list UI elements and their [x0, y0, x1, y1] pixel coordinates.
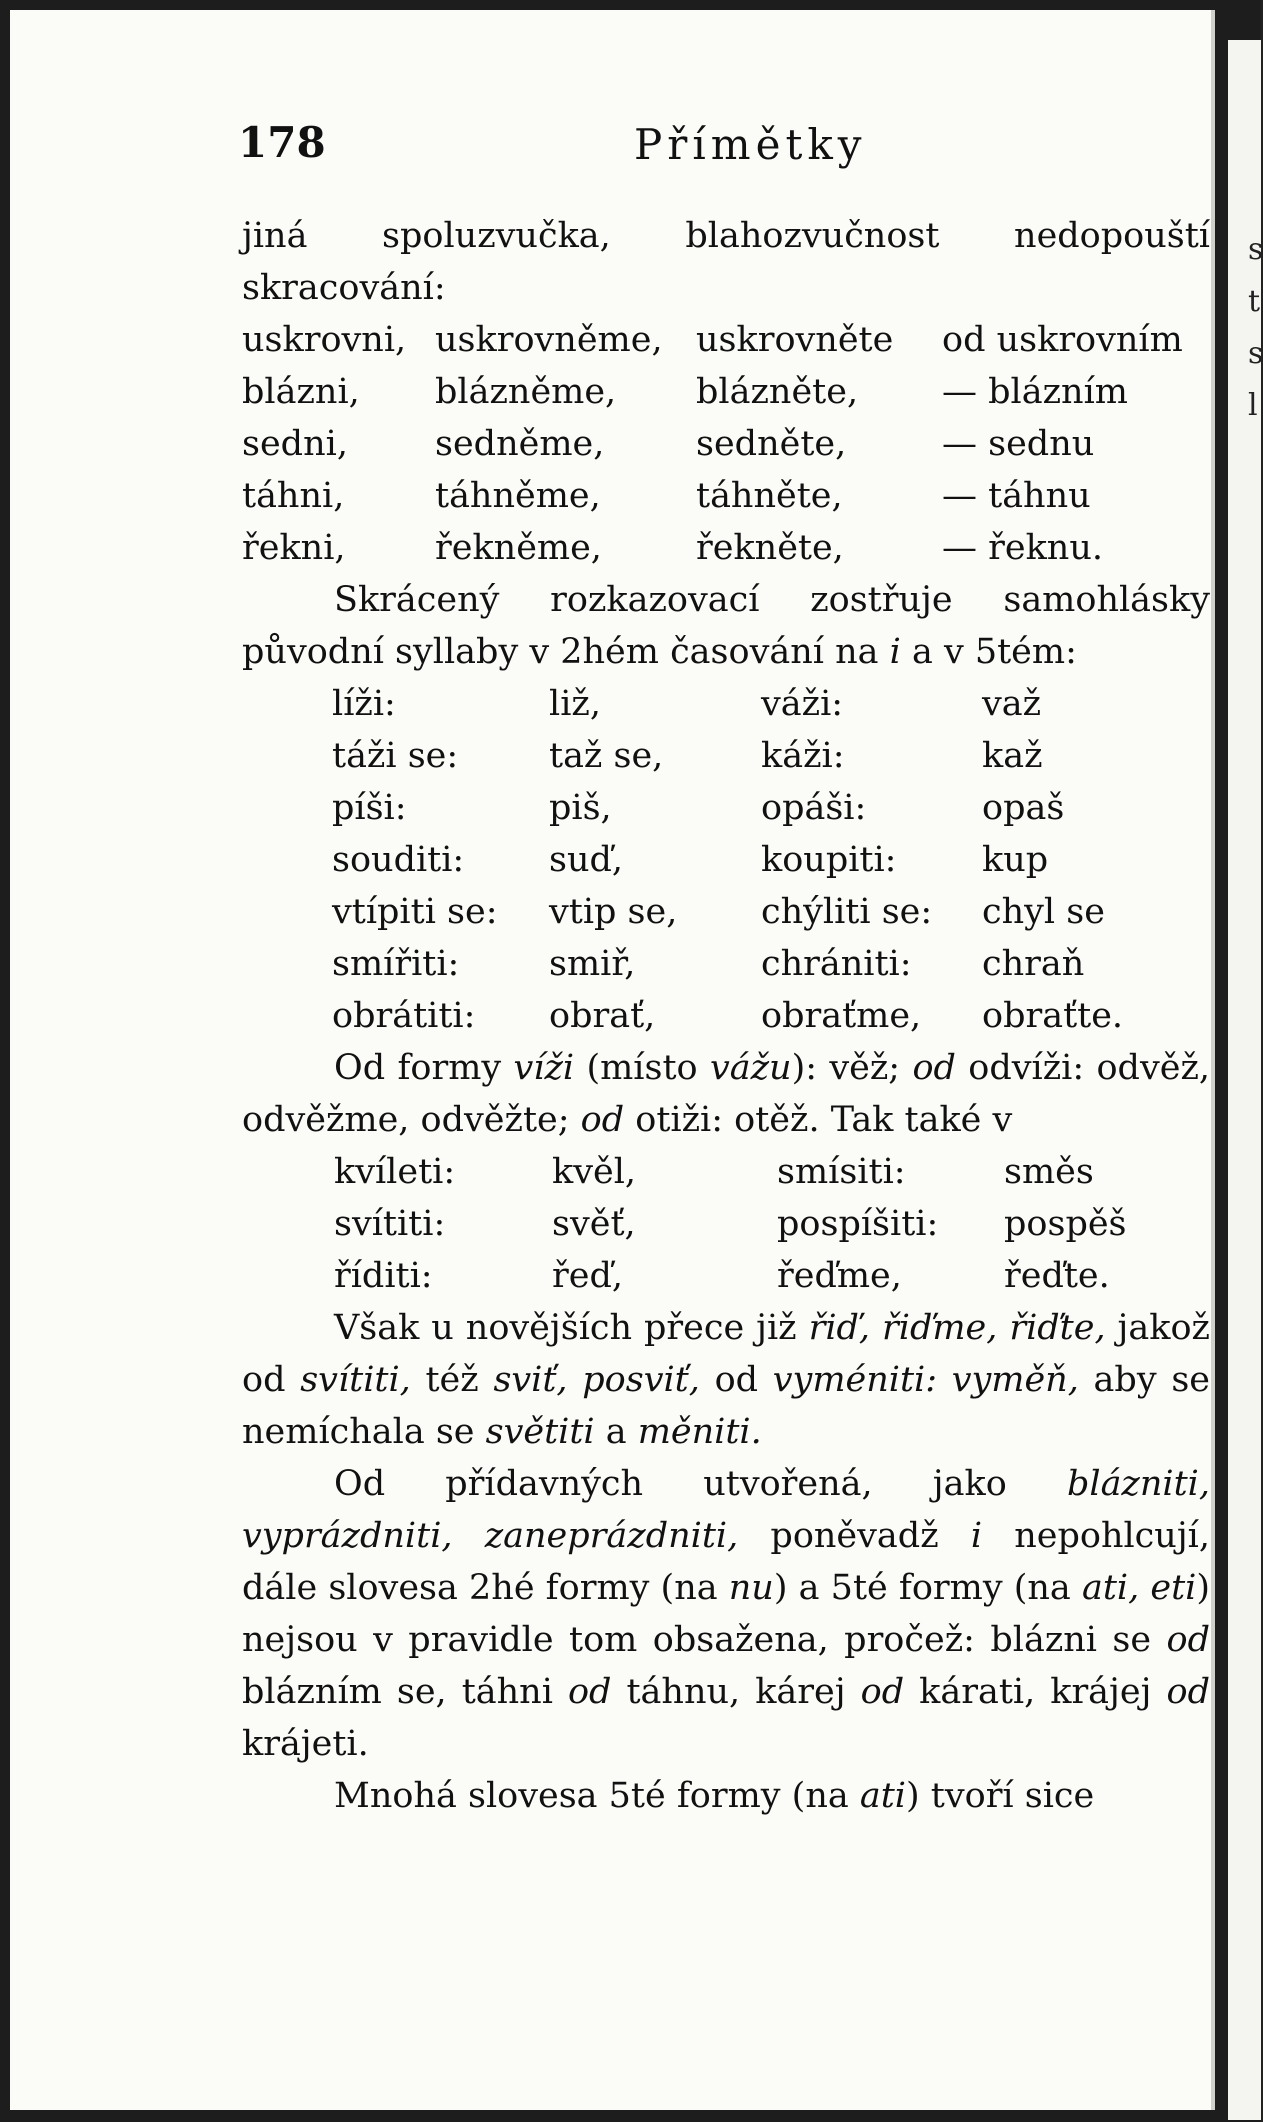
- table-cell: chýliti se:: [761, 892, 933, 932]
- italic-run: ati: [859, 1776, 906, 1816]
- imperative-table-3: [242, 1146, 1210, 1302]
- text-run: a v 5tém:: [900, 632, 1077, 672]
- text-run: odvíži: odvěž, odvěžme, odvěžte;: [242, 1048, 1211, 1140]
- table-cell: chrániti:: [761, 944, 912, 984]
- table-row: [242, 1146, 1210, 1198]
- italic-run: vyméniti: vyměň,: [772, 1360, 1079, 1400]
- text-run: též: [410, 1360, 494, 1400]
- table-cell: koupiti:: [761, 840, 897, 880]
- table-cell: směs: [1004, 1152, 1094, 1192]
- table-row: [242, 886, 1210, 938]
- table-cell: — řeknu.: [942, 528, 1103, 568]
- running-title: Přímětky: [634, 120, 867, 169]
- table-row: [242, 418, 1210, 470]
- table-row: [242, 730, 1210, 782]
- table-cell: řeďte.: [1004, 1256, 1110, 1296]
- table-cell: pospěš: [1004, 1204, 1127, 1244]
- intro-paragraph: jiná spoluzvučka, blahozvučnost nedopouští skracování:: [242, 216, 1210, 308]
- italic-run: blázniti, vyprázdniti, zaneprázdniti,: [242, 1464, 1210, 1556]
- table-cell: uskrovněme,: [435, 320, 663, 360]
- table-cell: táhni,: [242, 476, 345, 516]
- text-run: blázním se, táhni: [242, 1672, 568, 1712]
- table-row: [242, 1198, 1210, 1250]
- table-cell: táhněte,: [696, 476, 843, 516]
- text-run: poněvadž: [738, 1516, 971, 1556]
- table-cell: táži se:: [332, 736, 459, 776]
- table-cell: taž se,: [549, 736, 664, 776]
- table-cell: vtip se,: [549, 892, 678, 932]
- table-cell: kup: [982, 840, 1049, 880]
- table-cell: — blázním: [942, 372, 1128, 412]
- text-run: ): věž;: [791, 1048, 913, 1088]
- table-row: [242, 938, 1210, 990]
- table-cell: kvíleti:: [334, 1152, 456, 1192]
- italic-run: víži: [513, 1048, 575, 1088]
- table-cell: blázněte,: [696, 372, 859, 412]
- paragraph-novejsi: [242, 1302, 1210, 1458]
- text-run: Skrácený rozkazovací zostřuje samohlásky původní syllaby v 2hém časování na: [242, 580, 1210, 672]
- paragraph-form-vizi: [242, 1042, 1210, 1146]
- table-cell: pospíšiti:: [777, 1204, 939, 1244]
- table-cell: opáši:: [761, 788, 867, 828]
- text-run: Od formy: [334, 1048, 514, 1088]
- paragraph-shortened-imperative: [242, 574, 1210, 678]
- italic-run: i: [889, 632, 901, 672]
- table-cell: blázněme,: [435, 372, 617, 412]
- table-row: [242, 990, 1210, 1042]
- italic-run: od: [912, 1048, 956, 1088]
- table-cell: kvěl,: [552, 1152, 637, 1192]
- table-cell: — sednu: [942, 424, 1095, 464]
- text-run: krájeti.: [242, 1724, 369, 1764]
- italic-run: od: [567, 1672, 612, 1712]
- edge-glyph: l: [1248, 388, 1258, 423]
- table-cell: od uskrovním: [942, 320, 1183, 360]
- italic-run: i: [970, 1516, 983, 1556]
- italic-run: od: [1166, 1672, 1210, 1712]
- italic-run: od: [1166, 1620, 1210, 1660]
- text-run: kárati, krájej: [904, 1672, 1167, 1712]
- table-cell: řekni,: [242, 528, 346, 568]
- table-cell: uskrovni,: [242, 320, 407, 360]
- text-run: Však u novějších přece již: [334, 1308, 809, 1348]
- table-cell: řeď,: [552, 1256, 623, 1296]
- italic-run: od: [860, 1672, 905, 1712]
- imperative-table-2: [242, 678, 1210, 1042]
- text-run: aby se nemíchala se: [242, 1360, 1210, 1452]
- table-cell: chyl se: [982, 892, 1105, 932]
- table-cell: opaš: [982, 788, 1065, 828]
- italic-run: od: [580, 1100, 625, 1140]
- table-row: [242, 834, 1210, 886]
- text-run: od: [699, 1360, 773, 1400]
- table-cell: káži:: [761, 736, 845, 776]
- book-page: [10, 10, 1215, 2110]
- italic-run: ati, eti: [1081, 1568, 1197, 1608]
- edge-glyph: t: [1248, 284, 1261, 319]
- table-cell: píši:: [332, 788, 407, 828]
- table-row: [242, 522, 1210, 574]
- table-cell: — táhnu: [942, 476, 1091, 516]
- text-run: Mnohá slovesa 5té formy (na: [334, 1776, 860, 1816]
- table-cell: obrať,: [549, 996, 656, 1036]
- italic-run: měniti.: [637, 1412, 762, 1452]
- table-cell: svěť,: [552, 1204, 636, 1244]
- text-run: (místo: [574, 1048, 710, 1088]
- table-cell: kaž: [982, 736, 1043, 776]
- table-cell: smiř,: [549, 944, 636, 984]
- table-cell: obrátiti:: [332, 996, 476, 1036]
- table-cell: blázni,: [242, 372, 360, 412]
- italic-run: nu: [728, 1568, 774, 1608]
- text-run: ) tvoří sice: [906, 1776, 1095, 1816]
- italic-run: vážu: [709, 1048, 792, 1088]
- edge-glyph: s: [1248, 232, 1263, 267]
- text-run: ) a 5té formy (na: [773, 1568, 1082, 1608]
- table-cell: říditi:: [334, 1256, 433, 1296]
- text-run: táhnu, kárej: [611, 1672, 861, 1712]
- table-cell: sedněme,: [435, 424, 605, 464]
- table-cell: váži:: [761, 684, 844, 724]
- italic-run: světiti: [485, 1412, 595, 1452]
- table-cell: svítiti:: [334, 1204, 446, 1244]
- paragraph-mnoha-slovesa: [242, 1770, 1210, 1822]
- table-cell: řekněte,: [696, 528, 844, 568]
- table-row: [242, 678, 1210, 730]
- text-run: otiži: otěž. Tak také v: [624, 1100, 1013, 1140]
- table-cell: važ: [982, 684, 1042, 724]
- table-row: [242, 314, 1210, 366]
- table-row: [242, 366, 1210, 418]
- table-cell: uskrovněte: [696, 320, 894, 360]
- table-row: [242, 470, 1210, 522]
- table-cell: sedni,: [242, 424, 348, 464]
- table-cell: obraťte.: [982, 996, 1124, 1036]
- table-cell: smířiti:: [332, 944, 460, 984]
- italic-run: řiď, řiďme, řiďte,: [808, 1308, 1106, 1348]
- page-header: [238, 118, 867, 178]
- italic-run: svítiti,: [300, 1360, 411, 1400]
- table-cell: táhněme,: [435, 476, 601, 516]
- imperative-table-1: [242, 314, 1210, 574]
- table-row: [242, 1250, 1210, 1302]
- text-run: jakož od: [242, 1308, 1210, 1400]
- body-text: [242, 210, 1210, 1822]
- paragraph-pridavnych: [242, 1458, 1210, 1770]
- table-cell: řeďme,: [777, 1256, 902, 1296]
- italic-run: sviť, posviť,: [493, 1360, 700, 1400]
- text-run: ) nejsou v pravidle tom obsažena, pročež: blázni se: [242, 1568, 1210, 1660]
- table-cell: obraťme,: [761, 996, 922, 1036]
- text-run: Od přídavných utvořená, jako: [334, 1464, 1067, 1504]
- table-cell: souditi:: [332, 840, 465, 880]
- text-run: nepohlcují, dále slovesa 2hé formy (na: [242, 1516, 1210, 1608]
- table-cell: líži:: [332, 684, 396, 724]
- edge-glyph: s: [1248, 336, 1263, 371]
- page-number: 178: [238, 118, 326, 167]
- table-cell: smísiti:: [777, 1152, 906, 1192]
- table-cell: piš,: [549, 788, 612, 828]
- table-cell: chraň: [982, 944, 1085, 984]
- table-cell: řekněme,: [435, 528, 602, 568]
- table-cell: suď,: [549, 840, 624, 880]
- table-cell: sedněte,: [696, 424, 847, 464]
- table-cell: liž,: [549, 684, 601, 724]
- text-run: a: [594, 1412, 638, 1452]
- table-cell: vtípiti se:: [332, 892, 498, 932]
- table-row: [242, 782, 1210, 834]
